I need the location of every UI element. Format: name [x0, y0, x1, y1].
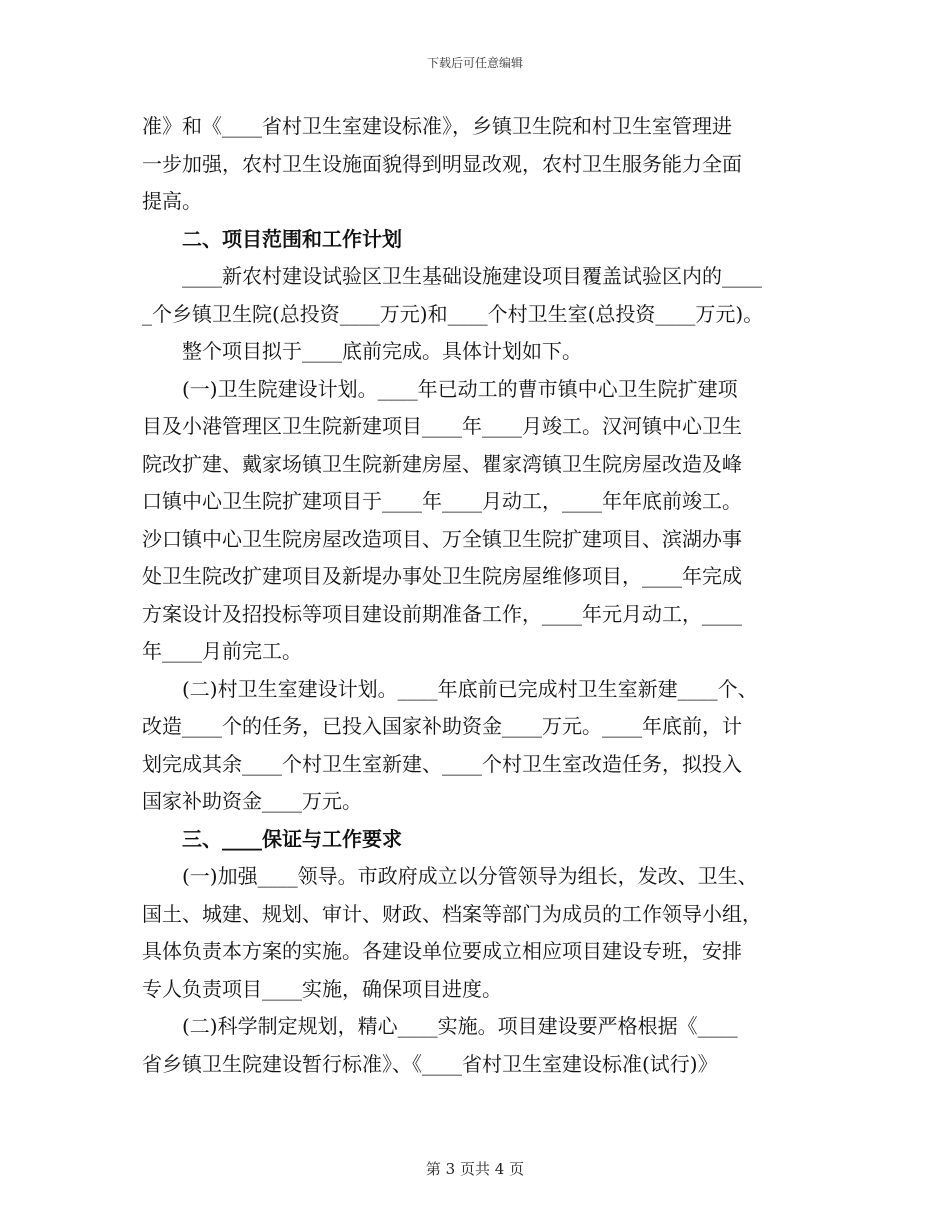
body-line-10: 院改扩建、戴家场镇卫生院新建房屋、瞿家湾镇卫生院房屋改造及峰	[142, 451, 742, 476]
body-line-3: 提高。	[142, 189, 202, 213]
body-line-14: 方案设计及招投标等项目建设前期准备工作，____年元月动工，____	[142, 601, 742, 626]
body-line-1: 准》和《____省村卫生室建设标准》，乡镇卫生院和村卫生室管理进	[142, 114, 732, 138]
body-line-15: 年____月前完工。	[142, 639, 302, 663]
body-line-8: (一)卫生院建设计划。____年已动工的曹市镇中心卫生院扩建项	[142, 376, 738, 401]
body-line-2: 一步加强，农村卫生设施面貌得到明显改观，农村卫生服务能力全面	[142, 151, 742, 176]
body-line-19: 国家补助资金____万元。	[142, 789, 362, 813]
body-line-11: 口镇中心卫生院扩建项目于____年____月动工，____年年底前竣工。	[142, 489, 742, 513]
body-line-18: 划完成其余____个村卫生室新建、____个村卫生室改造任务，拟投入	[142, 751, 742, 776]
body-line-13: 处卫生院改扩建项目及新堤办事处卫生院房屋维修项目，____年完成	[142, 564, 742, 588]
body-line-9: 目及小港管理区卫生院新建项目____年____月竣工。汉河镇中心卫生	[142, 414, 742, 438]
page-header: 下载后可任意编辑	[426, 56, 523, 70]
document-body	[142, 108, 822, 1083]
body-line-12: 沙口镇中心卫生院房屋改造项目、万全镇卫生院扩建项目、滨湖办事	[142, 526, 742, 551]
body-line-23: 具体负责本方案的实施。各建设单位要成立相应项目建设专班，安排	[142, 939, 742, 963]
body-line-6: _个乡镇卫生院(总投资____万元)和____个村卫生室(总投资____万元)。	[142, 301, 764, 326]
body-line-5: ____新农村建设试验区卫生基础设施建设项目覆盖试验区内的____	[142, 264, 762, 288]
body-line-25: (二)科学制定规划，精心____实施。项目建设要严格根据《____	[142, 1014, 738, 1038]
body-line-7: 整个项目拟于____底前完成。具体计划如下。	[142, 339, 582, 363]
body-line-26: 省乡镇卫生院建设暂行标准》、《____省村卫生室建设标准(试行)》	[142, 1051, 718, 1076]
section-heading-2: 二、项目范围和工作计划	[142, 226, 402, 251]
body-line-21: (一)加强____领导。市政府成立以分管领导为组长，发改、卫生、	[142, 864, 758, 888]
body-line-24: 专人负责项目____实施，确保项目进度。	[142, 976, 502, 1001]
body-line-16: (二)村卫生室建设计划。____年底前已完成村卫生室新建____个、	[142, 676, 758, 701]
section-heading-3: 三、____保证与工作要求	[142, 826, 402, 851]
body-line-17: 改造____个的任务，已投入国家补助资金____万元。____年底前，计	[142, 714, 742, 738]
body-line-22: 国土、城建、规划、审计、财政、档案等部门为成员的工作领导小组，	[142, 901, 762, 926]
page-footer: 第 3 页共 4 页	[425, 1160, 525, 1178]
